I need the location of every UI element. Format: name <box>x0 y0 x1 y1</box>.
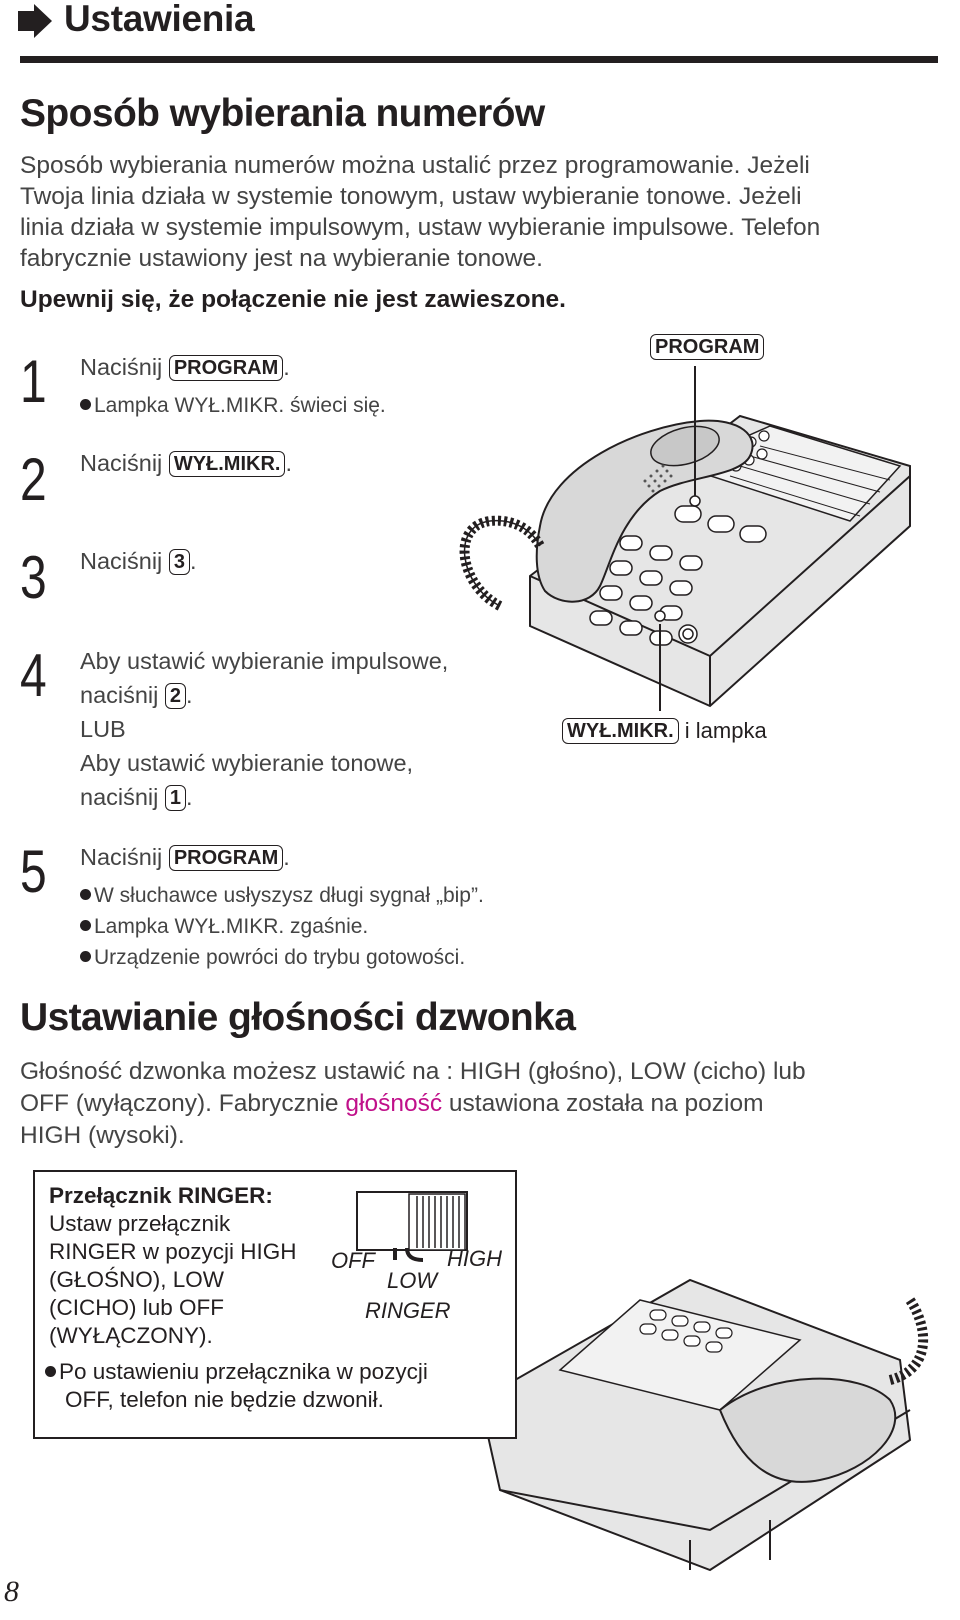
box-line: (WYŁĄCZONY). <box>49 1323 213 1348</box>
bullet-icon <box>80 889 91 900</box>
step-line: Aby ustawić wybieranie tonowe, <box>80 750 414 776</box>
step-number: 4 <box>20 642 47 709</box>
mute-key: WYŁ.MIKR. <box>169 451 286 477</box>
box-line: (CICHO) lub OFF <box>49 1295 225 1320</box>
digit-key: 3 <box>169 549 190 575</box>
paragraph-line: HIGH (wysoki). <box>20 1122 185 1149</box>
bullet-text: Urządzenie powróci do trybu gotowości. <box>94 946 466 969</box>
arrow-icon <box>18 4 58 38</box>
program-label: PROGRAM <box>650 334 764 360</box>
program-key: PROGRAM <box>169 355 283 381</box>
step-number: 5 <box>20 838 47 905</box>
bullet-text: W słuchawce usłyszysz długi sygnał „bip”. <box>94 884 484 907</box>
step-suffix: . <box>283 844 290 870</box>
switch-label-low: LOW <box>387 1268 438 1293</box>
step-number: 1 <box>20 348 47 415</box>
step-1-bullet <box>80 390 386 421</box>
box-line: RINGER w pozycji HIGH <box>49 1239 297 1264</box>
bullet-text: Po ustawieniu przełącznika w pozycji <box>59 1359 428 1384</box>
program-key: PROGRAM <box>169 845 283 871</box>
step-suffix: . <box>189 548 197 574</box>
step-prefix: naciśnij <box>80 784 159 810</box>
bullet-item <box>80 880 484 911</box>
telephone-illustration <box>440 326 940 746</box>
paragraph-line: linia działa w systemie impulsowym, ustaw wybieranie impulsowe. Telefon <box>20 214 821 241</box>
box-line: (GŁOŚNO), LOW <box>49 1267 225 1292</box>
page-number: 8 <box>4 1575 19 1608</box>
text-segment: ustawiona została na poziom <box>442 1090 764 1117</box>
step-suffix: . <box>285 450 292 476</box>
step-2-text <box>80 448 292 479</box>
switch-label-high: HIGH <box>447 1246 502 1271</box>
bullet-text: OFF, telefon nie będzie dzwonił. <box>65 1387 384 1412</box>
bullet-icon <box>80 951 91 962</box>
mute-label: WYŁ.MIKR. <box>562 718 679 744</box>
highlighted-word: głośność <box>345 1090 443 1117</box>
box-line: Ustaw przełącznik <box>49 1211 231 1236</box>
bullet-text: Lampka WYŁ.MIKR. świeci się. <box>94 394 386 417</box>
step-prefix: Naciśnij <box>80 548 163 574</box>
bullet-icon <box>80 399 91 410</box>
mute-callout <box>562 718 767 744</box>
paragraph-line: Sposób wybierania numerów można ustalić przez programowanie. Jeżeli <box>20 152 810 179</box>
step-prefix: Naciśnij <box>80 354 163 380</box>
switch-label-ringer: RINGER <box>365 1298 451 1323</box>
switch-label-off: OFF <box>331 1248 375 1273</box>
step-1-text <box>80 352 290 383</box>
section-title-dialing: Sposób wybierania numerów <box>20 92 545 135</box>
step-suffix: . <box>283 354 290 380</box>
section-title-ringer: Ustawianie głośności dzwonka <box>20 996 576 1039</box>
paragraph-line: fabrycznie ustawiony jest na wybieranie tonowe. <box>20 245 543 272</box>
step-5-text <box>80 842 290 873</box>
digit-key: 1 <box>165 785 186 811</box>
step-line <box>80 678 448 712</box>
step-4-text <box>80 644 448 814</box>
step-suffix: . <box>186 682 193 708</box>
ringer-instructions-box <box>33 1170 517 1439</box>
step-5-bullets <box>80 880 484 973</box>
paragraph-line <box>20 1088 940 1120</box>
box-title: Przełącznik RINGER: <box>49 1183 273 1208</box>
paragraph-line: Twoja linia działa w systemie tonowym, ustaw wybieranie tonowe. Jeżeli <box>20 183 802 210</box>
step-prefix: naciśnij <box>80 682 159 708</box>
step-prefix: Naciśnij <box>80 844 163 870</box>
header-rule <box>20 56 938 63</box>
step-line <box>80 780 448 814</box>
program-callout <box>650 334 764 360</box>
bullet-item <box>80 942 484 973</box>
dialing-paragraph <box>20 150 940 274</box>
header-title: Ustawienia <box>64 0 255 39</box>
bullet-icon <box>45 1366 56 1377</box>
bullet-text: Lampka WYŁ.MIKR. zgaśnie. <box>94 915 369 938</box>
warning-note: Upewnij się, że połączenie nie jest zawieszone. <box>20 286 566 313</box>
step-line: Aby ustawić wybieranie impulsowe, <box>80 648 449 674</box>
step-number: 2 <box>20 446 47 513</box>
step-prefix: Naciśnij <box>80 450 163 476</box>
box-bullet <box>45 1358 428 1414</box>
step-3-text <box>80 546 196 577</box>
step-suffix: . <box>186 784 193 810</box>
digit-key: 2 <box>165 683 186 709</box>
step-number: 3 <box>20 544 47 611</box>
bullet-item <box>80 911 484 942</box>
mute-suffix: i lampka <box>684 718 767 743</box>
paragraph-line: Głośność dzwonka możesz ustawić na : HIGH (głośno), LOW (cicho) lub <box>20 1058 806 1085</box>
or-label: LUB <box>80 716 126 742</box>
bullet-icon <box>80 920 91 931</box>
ringer-paragraph <box>20 1056 940 1120</box>
text-segment: OFF (wyłączony). Fabrycznie <box>20 1090 346 1117</box>
box-instructions <box>49 1210 297 1350</box>
